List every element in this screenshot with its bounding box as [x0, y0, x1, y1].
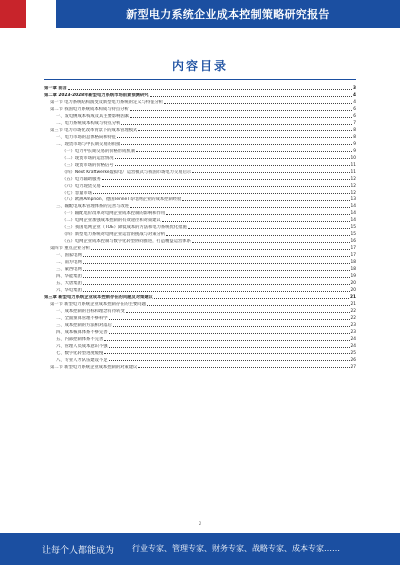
toc-divider — [44, 79, 356, 80]
toc-entry[interactable] — [44, 209, 356, 216]
toc-dot-leader — [121, 144, 352, 145]
toc-dot-leader — [192, 242, 350, 243]
toc-entry-page: 21 — [350, 295, 356, 301]
toc-heading: 内容目录 — [171, 59, 228, 73]
toc-entry[interactable] — [44, 335, 356, 342]
toc-entry[interactable] — [44, 342, 356, 349]
toc-entry[interactable] — [44, 258, 356, 265]
page-number: 2 — [198, 521, 202, 526]
toc-entry-page: 13 — [350, 197, 356, 203]
toc-entry-page: 27 — [350, 364, 356, 370]
toc-entry-title: （五）电力辅助服务 — [62, 176, 101, 182]
toc-entry-page: 12 — [350, 190, 356, 196]
toc-entry-title: （四）新型电力系统对电网企业运营的挑战与对策分析 — [62, 232, 166, 238]
toc-entry-title: 二、电力系统成本构成与特点分析 — [56, 120, 121, 126]
toc-entry-page: 15 — [350, 225, 356, 231]
toc-entry[interactable] — [44, 168, 356, 175]
toc-dot-leader — [68, 89, 352, 90]
toc-dot-leader — [104, 353, 349, 354]
toc-entry[interactable] — [44, 328, 356, 335]
toc-dot-leader — [166, 214, 349, 215]
toc-entry[interactable] — [44, 140, 356, 147]
toc-entry-page: 6 — [353, 113, 356, 119]
toc-entry-title: 第二章 2023-2028年新型电力系统市场前景预测研究 — [44, 92, 149, 98]
toc-entry-title: 二、全面预算管理不够科学 — [56, 315, 108, 321]
toc-entry[interactable] — [44, 126, 356, 133]
toc-dot-leader — [188, 228, 350, 229]
toc-entry-page: 19 — [350, 274, 356, 280]
toc-entry-title: 二、现货市场与中长期交易的衔接 — [56, 141, 121, 147]
toc-dot-leader — [102, 179, 350, 180]
toc-entry-page: 7 — [353, 120, 356, 126]
footer-experts: 行业专家、管理专家、财务专家、战略专家、成本专家…… — [132, 544, 340, 553]
toc-entry-page: 11 — [350, 162, 356, 168]
toc-entry[interactable] — [44, 196, 356, 203]
toc-dot-leader — [93, 193, 349, 194]
toc-entry-title: 第二节 新型电力系统企业成本控制的对策建议 — [50, 364, 138, 370]
toc-entry-page: 8 — [353, 134, 356, 140]
toc-entry-page: 9 — [353, 148, 356, 154]
toc-entry-title: 三、输配电成本管理体系的完善与改进 — [56, 204, 130, 210]
toc-dot-leader — [138, 130, 352, 131]
toc-entry-page: 23 — [350, 329, 356, 335]
toc-entry[interactable] — [44, 286, 356, 293]
toc-dot-leader — [83, 277, 350, 278]
footer-slogan: 让每个人都能成为 — [42, 546, 115, 556]
toc-entry-page: 3 — [353, 85, 356, 91]
toc-entry-page: 24 — [350, 336, 356, 342]
toc-dot-leader — [83, 263, 350, 264]
toc-dot-leader — [130, 117, 352, 118]
toc-dot-leader — [113, 326, 350, 327]
toc-entry-page: 26 — [350, 357, 356, 363]
toc-entry-page: 18 — [350, 260, 356, 266]
toc-entry-title: 八、专业人才队伍建设不足 — [56, 357, 108, 363]
toc-entry-page: 22 — [350, 308, 356, 314]
toc-entry-page: 15 — [350, 232, 356, 238]
toc-dot-leader — [130, 110, 353, 111]
toc-entry-title: （六）电力现货交易 — [62, 183, 101, 189]
report-title: 新型电力系统企业成本控制策略研究报告 — [126, 8, 330, 21]
toc-entry-title: 四、成本核算体系不够完善 — [56, 329, 108, 335]
toc-entry-page: 17 — [350, 253, 356, 259]
toc-entry-title: 一、电力市场的总体格局和特征 — [56, 134, 117, 140]
toc-entry-page: 21 — [350, 302, 356, 307]
toc-entry[interactable] — [44, 91, 356, 98]
toc-dot-leader — [126, 312, 350, 313]
toc-entry-title: （一）电力中长期交易的价格形成机制 — [62, 148, 136, 154]
toc-dot-leader — [109, 360, 350, 361]
toc-entry[interactable] — [44, 223, 356, 230]
toc-dot-leader — [117, 137, 352, 138]
toc-entry[interactable] — [44, 349, 356, 356]
toc-dot-leader — [147, 305, 350, 306]
toc-entry-page: 17 — [350, 246, 356, 252]
toc-entry-title: 第三章 新型电力系统企业成本控制存在的问题及对策建议 — [44, 295, 153, 301]
toc-dot-leader — [166, 235, 349, 236]
toc-entry[interactable] — [44, 175, 356, 182]
toc-entry-title: 五、大唐集团 — [56, 281, 82, 287]
toc-entry-title: 一、发电侧成本构成及其主要影响因素 — [56, 113, 130, 119]
toc-entry[interactable] — [44, 265, 356, 272]
toc-entry-page: 22 — [350, 315, 356, 321]
toc-entry[interactable] — [44, 279, 356, 286]
toc-entry-title: 第一章 前言 — [44, 85, 67, 91]
toc-entry-title: 第一节 电力系统结构演变及新型电力系统的定义与特征分析 — [50, 99, 164, 105]
toc-entry[interactable] — [44, 84, 356, 91]
toc-dot-leader — [115, 165, 350, 166]
toc-entry[interactable] — [44, 237, 356, 244]
toc-dot-leader — [109, 319, 350, 320]
toc-entry-page: 16 — [350, 239, 356, 245]
report-header — [0, 0, 400, 40]
toc-entry[interactable] — [44, 307, 356, 314]
toc-entry-title: 第二节 我国电力系统成本构成与特点分析 — [50, 106, 129, 112]
toc-entry-title: 第一节 新型电力系统企业成本控制存在的主要问题 — [50, 302, 146, 307]
toc-dot-leader — [104, 340, 349, 341]
toc-entry-page: 25 — [350, 350, 356, 356]
toc-entry[interactable] — [44, 112, 356, 119]
report-footer — [0, 533, 400, 565]
toc-dot-leader — [154, 298, 349, 299]
toc-dot-leader — [130, 207, 349, 208]
toc-entry-page: 24 — [350, 343, 356, 349]
toc-entry-page: 12 — [350, 176, 356, 182]
toc-entry-title: （二）电网企业加强成本控制的有效途径和对策建议 — [62, 218, 161, 224]
toc-dot-leader — [136, 151, 352, 152]
toc-dot-leader — [109, 347, 350, 348]
toc-entry-title: （一）输配电价改革对电网企业成本控制的影响和作用 — [62, 211, 166, 217]
toc-entry-page: 6 — [353, 106, 356, 112]
toc-entry-page: 8 — [353, 127, 356, 133]
toc-entry-page: 20 — [350, 288, 356, 294]
toc-entry[interactable] — [44, 244, 356, 251]
toc-dot-leader — [91, 249, 349, 250]
toc-entry-title: 五、内部控制体系不完善 — [56, 336, 104, 342]
toc-entry[interactable] — [44, 182, 356, 189]
toc-entry-page: 18 — [350, 267, 356, 273]
toc-entry-page: 14 — [350, 211, 356, 217]
toc-entry[interactable] — [44, 272, 356, 279]
toc-entry-title: （三）现货市场的价格信号 — [62, 162, 114, 168]
toc-entry[interactable] — [44, 154, 356, 161]
toc-entry[interactable] — [44, 251, 356, 258]
toc-dot-leader — [150, 96, 352, 97]
toc-entry[interactable] — [44, 202, 356, 209]
toc-entry-title: （三）我国电网企业（TOE）降低成本的方法和电力系统优化措施 — [62, 225, 187, 231]
toc-entry-title: 三、蒙西电网 — [56, 267, 82, 273]
toc-entry-title: 二、南方电网 — [56, 260, 82, 266]
toc-entry[interactable] — [44, 356, 356, 363]
toc-entry-page: 14 — [350, 204, 356, 210]
toc-entry-page: 11 — [350, 169, 356, 175]
toc-dot-leader — [83, 270, 350, 271]
toc-entry-title: 三、成本控制的方法相对落后 — [56, 322, 112, 328]
toc-entry-page: 14 — [350, 218, 356, 224]
toc-entry-page: 4 — [353, 92, 356, 98]
toc-entry-page: 23 — [350, 322, 356, 328]
toc-entry-title: 六、华电集团 — [56, 288, 82, 294]
toc-dot-leader — [138, 367, 349, 368]
toc-entry[interactable] — [44, 161, 356, 168]
toc-entry-title: 四、华能集团 — [56, 274, 82, 280]
toc-entry-title: （二）现货市场的运营情况 — [62, 155, 114, 161]
toc-entry[interactable] — [44, 119, 356, 126]
toc-dot-leader — [83, 291, 350, 292]
toc-dot-leader — [121, 124, 352, 125]
toc-dot-leader — [164, 103, 352, 104]
toc-entry[interactable] — [44, 133, 356, 140]
toc-entry[interactable] — [44, 147, 356, 154]
toc-dot-leader — [162, 221, 350, 222]
toc-dot-leader — [83, 284, 350, 285]
toc-entry[interactable] — [44, 216, 356, 223]
toc-entry-title: （五）电网企业成本控制与数字化转型协同推进，打造精益运营体系 — [62, 239, 191, 245]
toc-entry-page: 4 — [353, 99, 356, 105]
toc-dot-leader — [102, 186, 350, 187]
toc-entry-title: 一、国家电网 — [56, 253, 82, 259]
toc-entry-page: 20 — [350, 281, 356, 287]
toc-entry-title: 六、管理人员成本意识不强 — [56, 343, 108, 349]
toc-entry[interactable] — [44, 98, 356, 105]
toc-entry[interactable] — [44, 189, 356, 196]
toc-entry[interactable] — [44, 105, 356, 112]
toc-entry[interactable] — [44, 363, 356, 370]
toc-dot-leader — [182, 200, 349, 201]
toc-entry-title: 第三节 电力市场化改革背景下的成本管理模式 — [50, 127, 138, 133]
toc-dot-leader — [192, 172, 349, 173]
toc-dot-leader — [115, 158, 350, 159]
toc-entry-title: （七）容量市场 — [62, 190, 93, 196]
table-of-contents — [44, 84, 356, 370]
toc-dot-leader — [83, 256, 350, 257]
toc-entry-page: 9 — [353, 141, 356, 147]
toc-entry[interactable] — [44, 321, 356, 328]
toc-entry-page: 12 — [350, 183, 356, 189]
toc-entry-title: （四）Next Kraftwerke虚拟电厂运营模式与我国市场电力交易启示 — [62, 169, 192, 175]
toc-entry-title: （八）欧洲Amprion、德国TenneT等电网企业的成本控制经验 — [62, 197, 182, 203]
toc-entry-title: 一、成本控制的目标和理念有待转变 — [56, 308, 125, 314]
toc-entry[interactable] — [44, 300, 356, 307]
toc-entry[interactable] — [44, 293, 356, 300]
toc-dot-leader — [109, 333, 350, 334]
toc-entry-title: 七、数字化转型进度缓慢 — [56, 350, 104, 356]
header-red-tab — [0, 0, 26, 28]
toc-entry-title: 第四节 重点企业分析 — [50, 246, 91, 252]
toc-entry[interactable] — [44, 314, 356, 321]
toc-entry-page: 10 — [350, 155, 356, 161]
toc-entry[interactable] — [44, 230, 356, 237]
